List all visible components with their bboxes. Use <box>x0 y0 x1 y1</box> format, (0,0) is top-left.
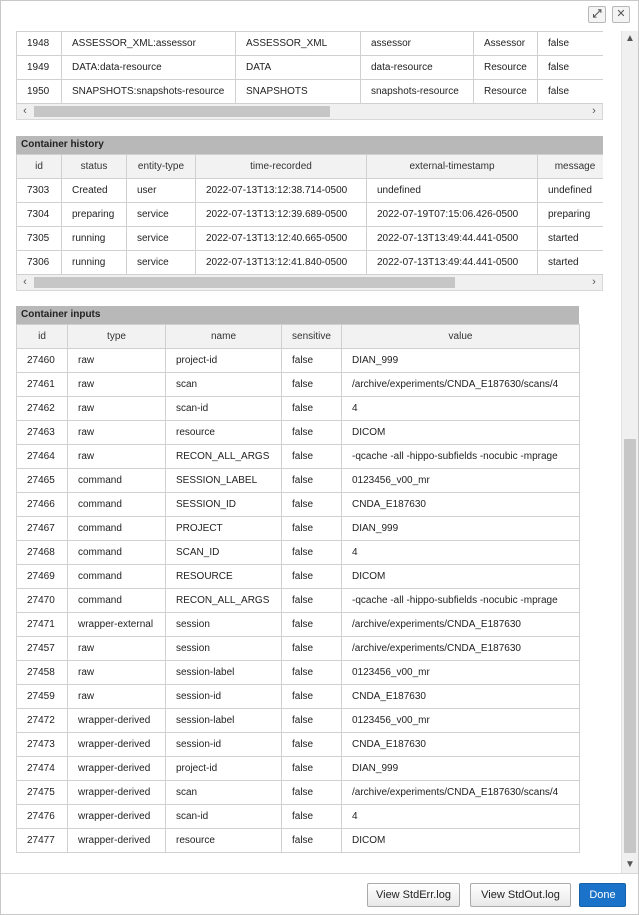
table-cell: ASSESSOR_XML <box>236 32 361 56</box>
table-row <box>17 661 580 685</box>
table-cell: 27470 <box>17 589 68 613</box>
column-header[interactable]: sensitive <box>282 325 342 349</box>
scroll-left-icon[interactable]: ‹ <box>23 105 27 117</box>
table-cell: raw <box>68 421 166 445</box>
table-cell: 1949 <box>17 56 62 80</box>
dialog-vertical-scrollbar[interactable] <box>621 31 638 873</box>
history-title: Container history <box>16 136 603 154</box>
table-cell: DIAN_999 <box>342 517 580 541</box>
table-row <box>17 589 580 613</box>
table-cell: -qcache -all -hippo-subfields -nocubic -mprage <box>342 445 580 469</box>
column-header[interactable]: id <box>17 155 62 179</box>
table-header-row <box>17 325 580 349</box>
table-cell: scan <box>166 373 282 397</box>
table-cell: 27463 <box>17 421 68 445</box>
table-cell: false <box>538 32 604 56</box>
table-row <box>17 733 580 757</box>
table-cell: 0123456_v00_mr <box>342 709 580 733</box>
table-cell: 2022-07-13T13:12:39.689-0500 <box>196 203 367 227</box>
history-horizontal-scrollbar[interactable] <box>16 275 603 291</box>
history-section <box>16 136 603 291</box>
table-cell: 2022-07-13T13:12:38.714-0500 <box>196 179 367 203</box>
table-cell: false <box>282 397 342 421</box>
table-cell: scan <box>166 781 282 805</box>
column-header[interactable]: external-timestamp <box>367 155 538 179</box>
scroll-left-icon[interactable]: ‹ <box>23 276 27 288</box>
table-cell: RECON_ALL_ARGS <box>166 589 282 613</box>
table-cell: false <box>282 781 342 805</box>
table-cell: service <box>127 227 196 251</box>
table-cell: SNAPSHOTS <box>236 80 361 104</box>
table-cell: scan-id <box>166 397 282 421</box>
table-cell: 1950 <box>17 80 62 104</box>
table-cell: 27471 <box>17 613 68 637</box>
table-cell: raw <box>68 685 166 709</box>
table-cell: 27462 <box>17 397 68 421</box>
table-row <box>17 637 580 661</box>
table-row <box>17 373 580 397</box>
table-cell: 2022-07-13T13:12:41.840-0500 <box>196 251 367 275</box>
table-cell: 27465 <box>17 469 68 493</box>
table-cell: assessor <box>361 32 474 56</box>
table-cell: snapshots-resource <box>361 80 474 104</box>
table-cell: false <box>282 421 342 445</box>
table-row <box>17 32 604 56</box>
table-cell: service <box>127 251 196 275</box>
table-cell: false <box>282 517 342 541</box>
table-cell: wrapper-derived <box>68 757 166 781</box>
table-cell: project-id <box>166 349 282 373</box>
table-cell: SCAN_ID <box>166 541 282 565</box>
table-header-row <box>17 155 604 179</box>
scrollbar-thumb[interactable] <box>624 439 636 853</box>
table-cell: 0123456_v00_mr <box>342 469 580 493</box>
expand-icon: ⤢ <box>592 8 602 20</box>
table-cell: 0123456_v00_mr <box>342 661 580 685</box>
table-cell: 27477 <box>17 829 68 853</box>
table-cell: DIAN_999 <box>342 757 580 781</box>
table-row <box>17 613 580 637</box>
table-row <box>17 565 580 589</box>
table-row <box>17 56 604 80</box>
table-row <box>17 685 580 709</box>
wrapper-table <box>16 31 603 104</box>
table-cell: Assessor <box>474 32 538 56</box>
table-cell: DATA <box>236 56 361 80</box>
table-cell: false <box>282 493 342 517</box>
table-row <box>17 805 580 829</box>
table-row <box>17 251 604 275</box>
table-cell: 4 <box>342 397 580 421</box>
table-cell: resource <box>166 829 282 853</box>
column-header[interactable]: time-recorded <box>196 155 367 179</box>
table-cell: 27473 <box>17 733 68 757</box>
table-row <box>17 493 580 517</box>
table-cell: 2022-07-13T13:49:44.441-0500 <box>367 227 538 251</box>
table-cell: service <box>127 203 196 227</box>
table-cell: 27476 <box>17 805 68 829</box>
table-cell: undefined <box>538 179 604 203</box>
table-cell: 7306 <box>17 251 62 275</box>
table-cell: session <box>166 613 282 637</box>
table-cell: started <box>538 251 604 275</box>
table-cell: command <box>68 589 166 613</box>
table-cell: false <box>282 349 342 373</box>
maximize-button[interactable] <box>588 6 606 23</box>
table-cell: command <box>68 541 166 565</box>
table-cell: false <box>538 56 604 80</box>
table-cell: session-id <box>166 685 282 709</box>
table-cell: 4 <box>342 541 580 565</box>
view-stderr-button[interactable]: View StdErr.log <box>367 883 460 907</box>
column-header[interactable]: status <box>62 155 127 179</box>
table-cell: 4 <box>342 805 580 829</box>
column-header[interactable]: type <box>68 325 166 349</box>
table-cell: PROJECT <box>166 517 282 541</box>
dialog-footer <box>1 873 638 914</box>
dialog-content[interactable] <box>1 31 621 873</box>
table-cell: raw <box>68 373 166 397</box>
table-cell: 27469 <box>17 565 68 589</box>
inputs-title: Container inputs <box>16 306 579 324</box>
column-header[interactable]: value <box>342 325 580 349</box>
table-cell: -qcache -all -hippo-subfields -nocubic -mprage <box>342 589 580 613</box>
table-cell: SESSION_LABEL <box>166 469 282 493</box>
scroll-down-icon[interactable]: ▼ <box>625 859 635 870</box>
table-cell: preparing <box>538 203 604 227</box>
table-cell: resource <box>166 421 282 445</box>
history-table <box>16 154 603 275</box>
table-cell: 27459 <box>17 685 68 709</box>
table-row <box>17 227 604 251</box>
table-row <box>17 517 580 541</box>
table-cell: command <box>68 565 166 589</box>
table-row <box>17 80 604 104</box>
table-row <box>17 397 580 421</box>
table-row <box>17 541 580 565</box>
table-cell: raw <box>68 445 166 469</box>
table-cell: false <box>538 80 604 104</box>
table-cell: data-resource <box>361 56 474 80</box>
table-cell: running <box>62 227 127 251</box>
table-cell: false <box>282 733 342 757</box>
scroll-right-icon[interactable]: › <box>592 276 596 288</box>
table-row <box>17 421 580 445</box>
table-cell: 2022-07-13T13:12:40.665-0500 <box>196 227 367 251</box>
table-cell: false <box>282 469 342 493</box>
scrollbar-thumb[interactable] <box>34 106 330 117</box>
table-row <box>17 781 580 805</box>
close-icon: ✕ <box>616 8 626 20</box>
table-cell: 27466 <box>17 493 68 517</box>
table-cell: 2022-07-19T07:15:06.426-0500 <box>367 203 538 227</box>
table-cell: ASSESSOR_XML:assessor <box>62 32 236 56</box>
table-cell: 27461 <box>17 373 68 397</box>
table-cell: false <box>282 709 342 733</box>
table-cell: DICOM <box>342 421 580 445</box>
table-cell: 27458 <box>17 661 68 685</box>
inputs-table <box>16 324 580 853</box>
close-button[interactable] <box>612 6 630 23</box>
table-cell: 27467 <box>17 517 68 541</box>
table-cell: false <box>282 685 342 709</box>
table-cell: 7303 <box>17 179 62 203</box>
table-cell: session <box>166 637 282 661</box>
table-cell: started <box>538 227 604 251</box>
table-cell: /archive/experiments/CNDA_E187630/scans/4 <box>342 781 580 805</box>
table-cell: running <box>62 251 127 275</box>
table-cell: raw <box>68 349 166 373</box>
table-cell: 27468 <box>17 541 68 565</box>
table-cell: false <box>282 589 342 613</box>
table-cell: 27457 <box>17 637 68 661</box>
table-cell: raw <box>68 637 166 661</box>
table-cell: session-label <box>166 709 282 733</box>
table-cell: /archive/experiments/CNDA_E187630 <box>342 613 580 637</box>
dialog-titlebar <box>1 1 638 29</box>
table-cell: session-label <box>166 661 282 685</box>
table-cell: 27464 <box>17 445 68 469</box>
table-cell: wrapper-derived <box>68 709 166 733</box>
table-cell: Created <box>62 179 127 203</box>
table-cell: 7304 <box>17 203 62 227</box>
table-cell: 27472 <box>17 709 68 733</box>
table-cell: RECON_ALL_ARGS <box>166 445 282 469</box>
wrapper-section <box>16 31 603 120</box>
table-cell: scan-id <box>166 805 282 829</box>
table-cell: 7305 <box>17 227 62 251</box>
table-cell: DICOM <box>342 829 580 853</box>
table-row <box>17 203 604 227</box>
done-button[interactable]: Done <box>579 883 626 907</box>
table-cell: false <box>282 445 342 469</box>
table-cell: 27460 <box>17 349 68 373</box>
column-header[interactable]: message <box>538 155 604 179</box>
table-cell: false <box>282 661 342 685</box>
table-cell: command <box>68 493 166 517</box>
table-cell: wrapper-external <box>68 613 166 637</box>
wrapper-horizontal-scrollbar[interactable] <box>16 104 603 120</box>
table-cell: 2022-07-13T13:49:44.441-0500 <box>367 251 538 275</box>
table-cell: SNAPSHOTS:snapshots-resource <box>62 80 236 104</box>
table-cell: SESSION_ID <box>166 493 282 517</box>
table-cell: Resource <box>474 56 538 80</box>
table-cell: false <box>282 805 342 829</box>
table-cell: false <box>282 637 342 661</box>
view-stdout-button[interactable]: View StdOut.log <box>470 883 571 907</box>
column-header[interactable]: id <box>17 325 68 349</box>
table-cell: Resource <box>474 80 538 104</box>
table-cell: session-id <box>166 733 282 757</box>
table-cell: /archive/experiments/CNDA_E187630/scans/4 <box>342 373 580 397</box>
table-row <box>17 709 580 733</box>
table-cell: false <box>282 373 342 397</box>
table-cell: command <box>68 517 166 541</box>
table-row <box>17 469 580 493</box>
table-cell: false <box>282 829 342 853</box>
column-header[interactable]: entity-type <box>127 155 196 179</box>
table-cell: 1948 <box>17 32 62 56</box>
table-cell: command <box>68 469 166 493</box>
table-row <box>17 757 580 781</box>
table-cell: CNDA_E187630 <box>342 733 580 757</box>
table-cell: wrapper-derived <box>68 829 166 853</box>
table-cell: wrapper-derived <box>68 781 166 805</box>
table-cell: preparing <box>62 203 127 227</box>
table-row <box>17 445 580 469</box>
table-cell: wrapper-derived <box>68 733 166 757</box>
scrollbar-thumb[interactable] <box>34 277 455 288</box>
table-cell: raw <box>68 397 166 421</box>
table-row <box>17 829 580 853</box>
table-cell: /archive/experiments/CNDA_E187630 <box>342 637 580 661</box>
table-cell: CNDA_E187630 <box>342 685 580 709</box>
table-cell: 27475 <box>17 781 68 805</box>
table-cell: CNDA_E187630 <box>342 493 580 517</box>
table-cell: project-id <box>166 757 282 781</box>
table-cell: wrapper-derived <box>68 805 166 829</box>
table-cell: false <box>282 565 342 589</box>
table-cell: undefined <box>367 179 538 203</box>
column-header[interactable]: name <box>166 325 282 349</box>
table-cell: false <box>282 613 342 637</box>
scroll-right-icon[interactable]: › <box>592 105 596 117</box>
table-cell: 27474 <box>17 757 68 781</box>
table-cell: user <box>127 179 196 203</box>
table-row <box>17 349 580 373</box>
table-cell: false <box>282 541 342 565</box>
table-cell: false <box>282 757 342 781</box>
table-cell: DIAN_999 <box>342 349 580 373</box>
table-cell: RESOURCE <box>166 565 282 589</box>
table-cell: DICOM <box>342 565 580 589</box>
scroll-up-icon[interactable]: ▲ <box>625 33 635 44</box>
inputs-section <box>16 306 579 853</box>
table-cell: DATA:data-resource <box>62 56 236 80</box>
table-row <box>17 179 604 203</box>
table-cell: raw <box>68 661 166 685</box>
